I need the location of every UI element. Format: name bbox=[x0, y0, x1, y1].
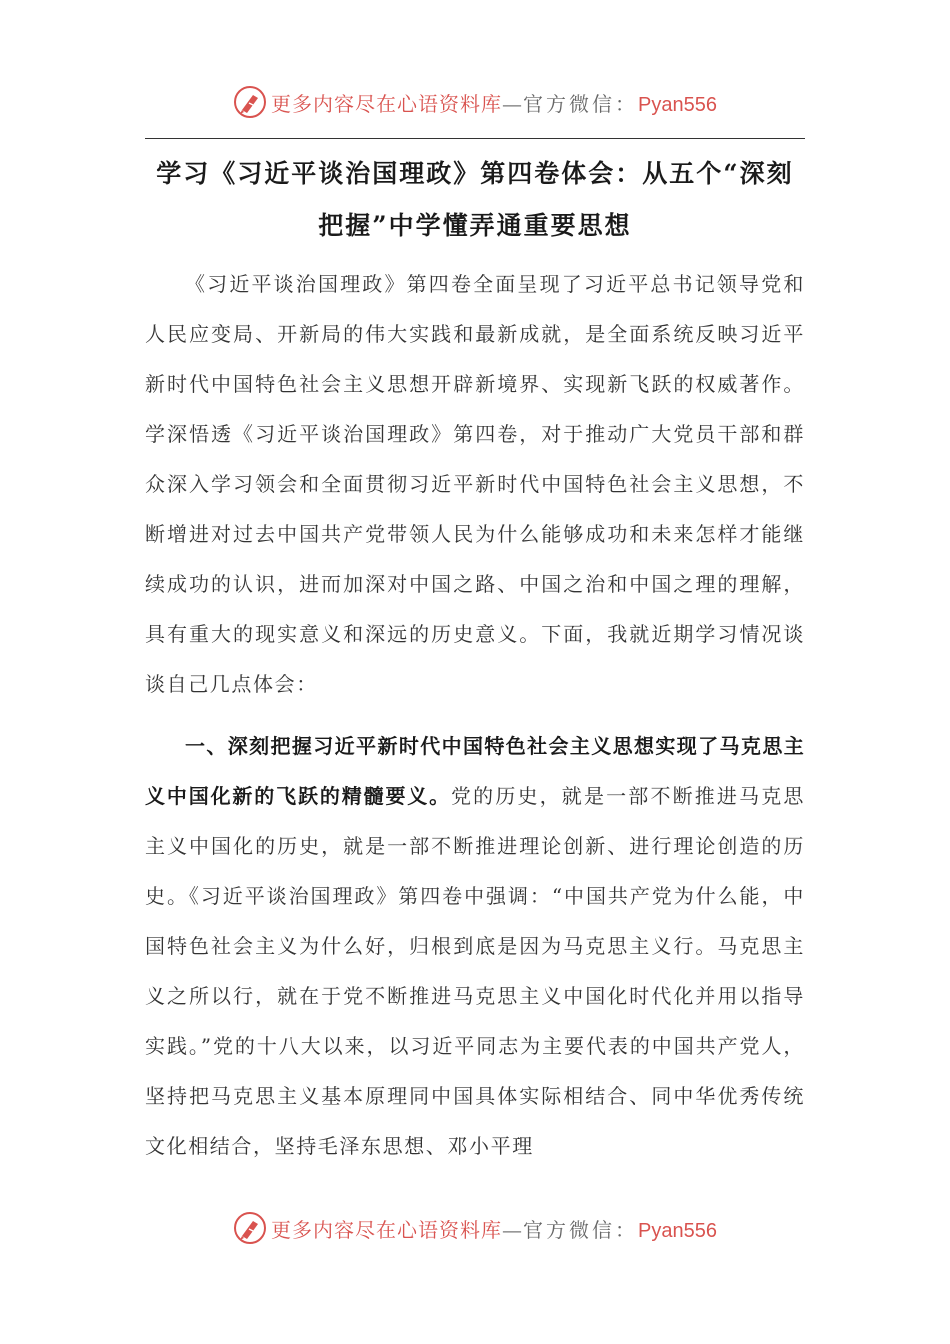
document-title: 学习《习近平谈治国理政》第四卷体会：从五个“深刻把握”中学懂弄通重要思想 bbox=[156, 159, 794, 240]
section-1-paragraph bbox=[145, 721, 805, 1171]
intro-paragraph: 《习近平谈治国理政》第四卷全面呈现了习近平总书记领导党和人民应变局、开新局的伟大实践和最新成就，是全面系统反映习近平新时代中国特色社会主义思想开辟新境界、实现新飞跃的权威著作。学深悟透《习近平谈治国理政》第四卷，对于推动广大党员干部和群众深入学习领会和全面贯彻习近平新时代中国特色社会主义思想，不断增进对过去中国共产党带领人民为什么能够成功和未来怎样才能继续成功的认识，进而加深对中国之路、中国之治和中国之理的理解，具有重大的现实意义和深远的历史意义。下面，我就近期学习情况谈谈自己几点体会： bbox=[145, 272, 805, 696]
watermark-banner-top bbox=[0, 82, 950, 122]
watermark-wechat-label: 官方微信： bbox=[523, 1217, 639, 1242]
watermark-dash: — bbox=[502, 91, 524, 116]
pen-nib-logo-icon bbox=[233, 85, 267, 119]
watermark-dash: — bbox=[502, 1217, 524, 1242]
watermark-wechat-id: Pyan556 bbox=[638, 93, 717, 116]
watermark-text bbox=[271, 88, 717, 117]
watermark-banner-bottom bbox=[0, 1208, 950, 1248]
header-rule bbox=[145, 138, 805, 139]
section-1-heading: 一、深刻把握习近平新时代中国特色社会主义思想实现了马克思主义中国化新的飞跃的精髓要义。 bbox=[145, 734, 805, 808]
watermark-site-text: 更多内容尽在心语资料库 bbox=[271, 91, 503, 116]
section-1-body: 党的历史，就是一部不断推进马克思主义中国化的历史，就是一部不断推进理论创新、进行理论创造的历史。《习近平谈治国理政》第四卷中强调：“中国共产党为什么能，中国特色社会主义为什么好，归根到底是因为马克思主义行。马克思主义之所以行，就在于党不断推进马克思主义中国化时代化并用以指导实践。”党的十八大以来，以习近平同志为主要代表的中国共产党人，坚持把马克思主义基本原理同中国具体实际相结合、同中华优秀传统文化相结合，坚持毛泽东思想、邓小平理 bbox=[145, 784, 805, 1158]
watermark-wechat-id: Pyan556 bbox=[638, 1219, 717, 1242]
watermark-wechat-label: 官方微信： bbox=[523, 91, 639, 116]
watermark-text bbox=[271, 1214, 717, 1243]
watermark-site-text: 更多内容尽在心语资料库 bbox=[271, 1217, 503, 1242]
pen-nib-logo-icon bbox=[233, 1211, 267, 1245]
